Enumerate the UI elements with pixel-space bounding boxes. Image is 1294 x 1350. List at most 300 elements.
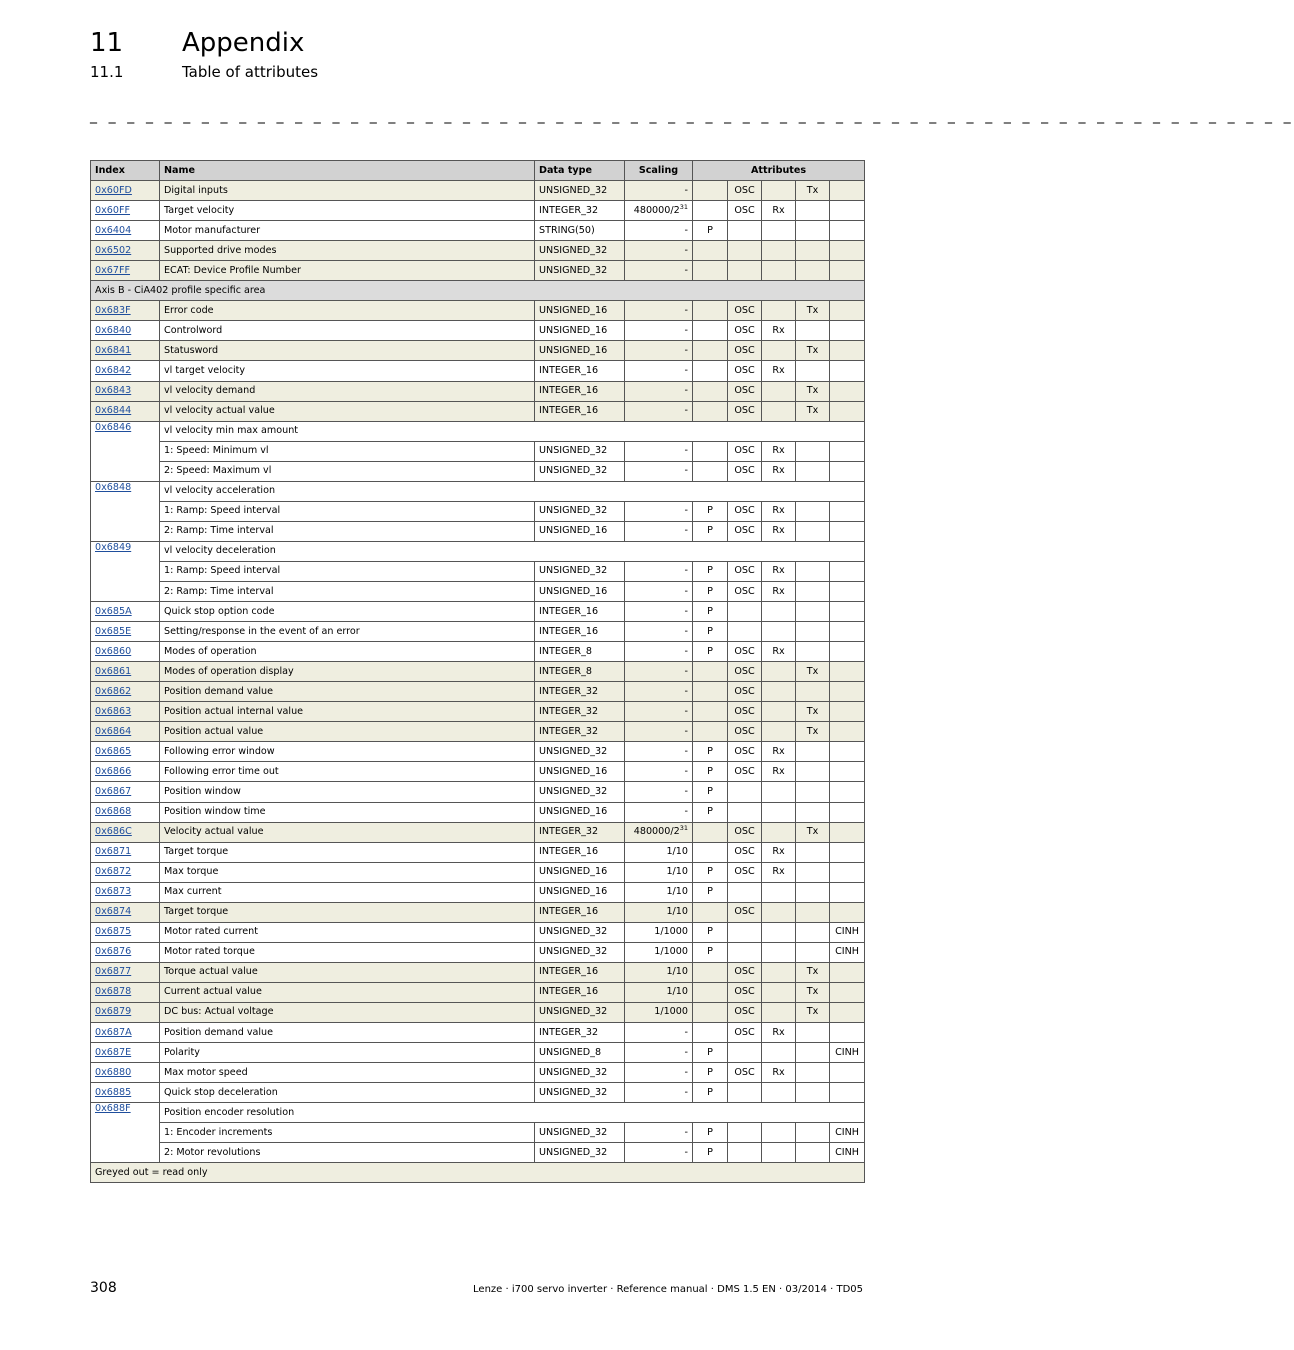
scaling-value: - (684, 385, 688, 397)
data-type-cell: UNSIGNED_16 (535, 882, 625, 902)
index-link[interactable]: 0x6861 (91, 662, 160, 682)
attribute-cell (830, 622, 865, 642)
attribute-cell: Tx (796, 822, 830, 842)
index-link[interactable]: 0x6866 (91, 762, 160, 782)
index-link[interactable]: 0x6502 (91, 241, 160, 261)
table-body (91, 181, 865, 1163)
attribute-cell (693, 441, 728, 461)
attribute-cell (796, 321, 830, 341)
subindex-name-cell: 2: Ramp: Time interval (160, 521, 535, 541)
attribute-cell (762, 702, 796, 722)
data-type-cell: STRING(50) (535, 221, 625, 241)
table-row (91, 1023, 865, 1043)
index-link[interactable]: 0x6878 (91, 982, 160, 1002)
table-row (91, 622, 865, 642)
chapter-number: 11 (90, 28, 124, 58)
attribute-cell (693, 1023, 728, 1043)
attribute-cell (830, 822, 865, 842)
data-type-cell: UNSIGNED_32 (535, 922, 625, 942)
index-link[interactable]: 0x6876 (91, 942, 160, 962)
index-link[interactable]: 0x6849 (91, 541, 160, 601)
data-type-cell: INTEGER_32 (535, 722, 625, 742)
name-cell: Modes of operation (160, 642, 535, 662)
data-type-cell: UNSIGNED_32 (535, 1143, 625, 1163)
attribute-cell (830, 581, 865, 601)
attribute-cell (796, 842, 830, 862)
scaling-cell (625, 381, 693, 401)
attribute-cell (830, 561, 865, 581)
attribute-cell (830, 521, 865, 541)
index-link[interactable]: 0x687E (91, 1043, 160, 1063)
attribute-cell: OSC (728, 301, 762, 321)
scaling-cell (625, 1043, 693, 1063)
attribute-cell: Rx (762, 1023, 796, 1043)
attribute-cell (830, 762, 865, 782)
scaling-value: 1/1000 (654, 926, 688, 938)
attribute-cell (693, 822, 728, 842)
data-type-cell: UNSIGNED_8 (535, 1043, 625, 1063)
attribute-cell (796, 561, 830, 581)
attribute-cell: P (693, 1063, 728, 1083)
attribute-cell: P (693, 862, 728, 882)
name-cell: Polarity (160, 1043, 535, 1063)
scaling-value: - (684, 785, 688, 797)
attribute-cell: P (693, 762, 728, 782)
attribute-cell: OSC (728, 401, 762, 421)
name-cell: vl velocity demand (160, 381, 535, 401)
attribute-cell: Rx (762, 581, 796, 601)
scaling-cell (625, 662, 693, 682)
attribute-cell: OSC (728, 982, 762, 1002)
attribute-cell (693, 682, 728, 702)
attribute-cell (830, 982, 865, 1002)
attribute-cell (830, 1083, 865, 1103)
index-link[interactable]: 0x6842 (91, 361, 160, 381)
attribute-cell (762, 181, 796, 201)
attribute-cell: Rx (762, 762, 796, 782)
attribute-cell: P (693, 561, 728, 581)
index-link[interactable]: 0x6877 (91, 962, 160, 982)
table-row (91, 882, 865, 902)
name-cell: Position demand value (160, 682, 535, 702)
data-type-cell: UNSIGNED_16 (535, 581, 625, 601)
attribute-cell (728, 782, 762, 802)
data-type-cell: INTEGER_8 (535, 642, 625, 662)
index-link[interactable]: 0x6863 (91, 702, 160, 722)
attribute-cell (796, 581, 830, 601)
index-link[interactable]: 0x6841 (91, 341, 160, 361)
attribute-cell (796, 501, 830, 521)
name-cell: Motor rated current (160, 922, 535, 942)
subindex-row (91, 1143, 865, 1163)
attribute-cell: Rx (762, 501, 796, 521)
attribute-cell (830, 261, 865, 281)
scaling-value: 1/10 (666, 986, 688, 998)
index-link[interactable]: 0x686C (91, 822, 160, 842)
attribute-cell: OSC (728, 822, 762, 842)
name-cell: Velocity actual value (160, 822, 535, 842)
attribute-cell (830, 662, 865, 682)
scaling-cell (625, 902, 693, 922)
data-type-cell: UNSIGNED_16 (535, 802, 625, 822)
attribute-cell (796, 1063, 830, 1083)
group-name-cell: vl velocity acceleration (160, 481, 865, 501)
scaling-cell (625, 181, 693, 201)
scaling-value: - (684, 565, 688, 577)
attribute-cell (830, 602, 865, 622)
attribute-cell: OSC (728, 441, 762, 461)
scaling-value: - (684, 344, 688, 356)
attribute-cell: OSC (728, 561, 762, 581)
attribute-cell (728, 882, 762, 902)
table-row (91, 201, 865, 221)
attribute-cell: OSC (728, 1023, 762, 1043)
data-type-cell: INTEGER_16 (535, 982, 625, 1002)
attribute-cell (796, 361, 830, 381)
scaling-cell (625, 261, 693, 281)
index-link[interactable]: 0x6865 (91, 742, 160, 762)
index-link[interactable]: 0x6848 (91, 481, 160, 541)
attribute-cell (830, 882, 865, 902)
name-cell: Setting/response in the event of an error (160, 622, 535, 642)
index-link[interactable]: 0x6846 (91, 421, 160, 481)
scaling-value: - (684, 1066, 688, 1078)
index-link[interactable]: 0x6864 (91, 722, 160, 742)
index-link[interactable]: 0x685A (91, 602, 160, 622)
attribute-cell: P (693, 942, 728, 962)
scaling-cell (625, 501, 693, 521)
attribute-cell: OSC (728, 742, 762, 762)
attribute-cell: Tx (796, 662, 830, 682)
data-type-cell: UNSIGNED_16 (535, 321, 625, 341)
index-link[interactable]: 0x60FF (91, 201, 160, 221)
data-type-cell: INTEGER_16 (535, 842, 625, 862)
name-cell: Max current (160, 882, 535, 902)
attribute-cell: OSC (728, 862, 762, 882)
table-row (91, 662, 865, 682)
attribute-cell (830, 341, 865, 361)
subindex-row (91, 1123, 865, 1143)
scaling-value: - (684, 445, 688, 457)
attribute-cell (830, 682, 865, 702)
attribute-cell (796, 622, 830, 642)
name-cell: Max torque (160, 862, 535, 882)
attribute-cell (762, 822, 796, 842)
table-row (91, 862, 865, 882)
scaling-cell (625, 962, 693, 982)
scaling-value: - (684, 685, 688, 697)
table-row (91, 702, 865, 722)
table-row (91, 842, 865, 862)
data-type-cell: INTEGER_8 (535, 662, 625, 682)
attribute-cell (830, 321, 865, 341)
attribute-cell: P (693, 622, 728, 642)
table-row (91, 682, 865, 702)
scaling-value: - (684, 525, 688, 537)
scaling-cell (625, 762, 693, 782)
index-link[interactable]: 0x6862 (91, 682, 160, 702)
data-type-cell: INTEGER_16 (535, 622, 625, 642)
scaling-cell (625, 942, 693, 962)
scaling-value: 1/10 (666, 866, 688, 878)
index-link[interactable]: 0x683F (91, 301, 160, 321)
attribute-cell (830, 441, 865, 461)
subindex-name-cell: 1: Ramp: Speed interval (160, 561, 535, 581)
index-link[interactable]: 0x6404 (91, 221, 160, 241)
attribute-cell: Rx (762, 1063, 796, 1083)
scaling-value: 1/10 (666, 966, 688, 978)
attribute-cell (762, 381, 796, 401)
index-link[interactable]: 0x685E (91, 622, 160, 642)
index-link[interactable]: 0x6880 (91, 1063, 160, 1083)
attribute-cell: Tx (796, 381, 830, 401)
data-type-cell: UNSIGNED_32 (535, 1083, 625, 1103)
attribute-cell (762, 1123, 796, 1143)
attribute-cell (762, 922, 796, 942)
scaling-cell (625, 581, 693, 601)
attribute-cell (762, 1002, 796, 1022)
index-link[interactable]: 0x687A (91, 1023, 160, 1043)
scaling-exponent: 31 (679, 823, 688, 832)
table-row (91, 962, 865, 982)
attribute-cell (728, 1083, 762, 1103)
attribute-cell (762, 962, 796, 982)
attribute-cell: Tx (796, 181, 830, 201)
index-link[interactable]: 0x6844 (91, 401, 160, 421)
table-row (91, 602, 865, 622)
attribute-cell (796, 521, 830, 541)
section-number: 11.1 (90, 63, 124, 81)
index-link[interactable]: 0x6875 (91, 922, 160, 942)
data-type-cell: UNSIGNED_32 (535, 1002, 625, 1022)
column-header-index: Index (91, 161, 160, 181)
attribute-cell (762, 261, 796, 281)
name-cell: Current actual value (160, 982, 535, 1002)
scaling-value: - (684, 224, 688, 236)
scaling-value: - (684, 765, 688, 777)
index-link[interactable]: 0x6879 (91, 1002, 160, 1022)
attribute-cell: Tx (796, 401, 830, 421)
scaling-value: 1/1000 (654, 1006, 688, 1018)
scaling-cell (625, 1063, 693, 1083)
table-row (91, 1002, 865, 1022)
data-type-cell: INTEGER_32 (535, 822, 625, 842)
attribute-cell (762, 602, 796, 622)
table-footnote-row (91, 1163, 865, 1183)
index-link[interactable]: 0x60FD (91, 181, 160, 201)
table-row (91, 802, 865, 822)
index-link[interactable]: 0x6868 (91, 802, 160, 822)
attribute-cell: Rx (762, 742, 796, 762)
name-cell: Torque actual value (160, 962, 535, 982)
table-row (91, 241, 865, 261)
scaling-value: 1/10 (666, 886, 688, 898)
table-row (91, 942, 865, 962)
scaling-value: - (684, 465, 688, 477)
data-type-cell: INTEGER_16 (535, 902, 625, 922)
scaling-cell (625, 1002, 693, 1022)
name-cell: Error code (160, 301, 535, 321)
attribute-cell (830, 401, 865, 421)
scaling-cell (625, 1143, 693, 1163)
attribute-cell (830, 181, 865, 201)
data-type-cell: UNSIGNED_32 (535, 1123, 625, 1143)
attribute-cell: Rx (762, 842, 796, 862)
column-header-scaling: Scaling (625, 161, 693, 181)
attribute-cell (762, 221, 796, 241)
attribute-cell (830, 241, 865, 261)
attribute-cell: OSC (728, 762, 762, 782)
attribute-cell (830, 361, 865, 381)
attribute-cell (693, 702, 728, 722)
table-footnote: Greyed out = read only (91, 1163, 865, 1183)
attribute-cell: OSC (728, 461, 762, 481)
data-type-cell: UNSIGNED_32 (535, 261, 625, 281)
name-cell: Position actual internal value (160, 702, 535, 722)
attribute-cell: P (693, 922, 728, 942)
table-row (91, 301, 865, 321)
index-link[interactable]: 0x6860 (91, 642, 160, 662)
data-type-cell: UNSIGNED_32 (535, 1063, 625, 1083)
table-row (91, 642, 865, 662)
data-type-cell: UNSIGNED_32 (535, 782, 625, 802)
subindex-name-cell: 1: Ramp: Speed interval (160, 501, 535, 521)
group-name-cell: vl velocity deceleration (160, 541, 865, 561)
data-type-cell: UNSIGNED_32 (535, 241, 625, 261)
attribute-cell: P (693, 782, 728, 802)
attribute-cell (796, 1143, 830, 1163)
attribute-cell: P (693, 642, 728, 662)
attribute-cell (693, 842, 728, 862)
attribute-cell (796, 441, 830, 461)
scaling-value: - (684, 725, 688, 737)
data-type-cell: INTEGER_16 (535, 962, 625, 982)
scaling-cell (625, 742, 693, 762)
attribute-cell: CINH (830, 1143, 865, 1163)
table-header-row (91, 161, 865, 181)
attribute-cell: P (693, 521, 728, 541)
name-cell: vl target velocity (160, 361, 535, 381)
attribute-cell (796, 241, 830, 261)
attribute-cell: Rx (762, 321, 796, 341)
index-link[interactable]: 0x6867 (91, 782, 160, 802)
attribute-cell: P (693, 1143, 728, 1163)
data-type-cell: UNSIGNED_32 (535, 441, 625, 461)
table-row (91, 922, 865, 942)
attribute-cell: OSC (728, 702, 762, 722)
attribute-cell (796, 902, 830, 922)
subindex-row (91, 561, 865, 581)
index-link[interactable]: 0x67FF (91, 261, 160, 281)
scaling-cell (625, 361, 693, 381)
attribute-cell: OSC (728, 842, 762, 862)
attribute-cell (796, 742, 830, 762)
scaling-cell (625, 1023, 693, 1043)
attribute-cell (693, 201, 728, 221)
attribute-cell (728, 802, 762, 822)
attribute-cell: P (693, 1123, 728, 1143)
index-link[interactable]: 0x6871 (91, 842, 160, 862)
attribute-cell (796, 682, 830, 702)
attribute-cell (728, 1123, 762, 1143)
index-link[interactable]: 0x6885 (91, 1083, 160, 1103)
scaling-cell (625, 461, 693, 481)
attribute-cell (796, 1123, 830, 1143)
scaling-value: - (684, 405, 688, 417)
attribute-cell (762, 942, 796, 962)
index-link[interactable]: 0x6874 (91, 902, 160, 922)
attribute-cell (693, 982, 728, 1002)
scaling-cell (625, 241, 693, 261)
scaling-value: - (684, 364, 688, 376)
attribute-cell (693, 662, 728, 682)
name-cell: Supported drive modes (160, 241, 535, 261)
index-link[interactable]: 0x6872 (91, 862, 160, 882)
data-type-cell: UNSIGNED_32 (535, 181, 625, 201)
index-link[interactable]: 0x6843 (91, 381, 160, 401)
attribute-cell (830, 802, 865, 822)
name-cell: DC bus: Actual voltage (160, 1002, 535, 1022)
name-cell: Target torque (160, 842, 535, 862)
table-row (91, 401, 865, 421)
attribute-cell (762, 341, 796, 361)
index-link[interactable]: 0x688F (91, 1103, 160, 1163)
data-type-cell: INTEGER_16 (535, 602, 625, 622)
attribute-cell (830, 782, 865, 802)
scaling-value: - (684, 1026, 688, 1038)
scaling-cell (625, 622, 693, 642)
attribute-cell (728, 221, 762, 241)
index-link[interactable]: 0x6840 (91, 321, 160, 341)
scaling-value: - (684, 665, 688, 677)
data-type-cell: INTEGER_32 (535, 1023, 625, 1043)
attribute-cell (830, 702, 865, 722)
scaling-cell (625, 341, 693, 361)
scaling-value: 480000/2 (633, 826, 680, 838)
attribute-cell (830, 221, 865, 241)
attribute-cell (830, 1023, 865, 1043)
attribute-cell: Rx (762, 642, 796, 662)
data-type-cell: UNSIGNED_16 (535, 762, 625, 782)
index-link[interactable]: 0x6873 (91, 882, 160, 902)
data-type-cell: UNSIGNED_32 (535, 461, 625, 481)
attribute-cell: CINH (830, 942, 865, 962)
attribute-cell (830, 902, 865, 922)
attribute-cell: P (693, 1043, 728, 1063)
scaling-value: 1/10 (666, 846, 688, 858)
attribute-cell (693, 381, 728, 401)
attribute-cell (693, 902, 728, 922)
scaling-value: - (684, 1126, 688, 1138)
attribute-cell: Tx (796, 962, 830, 982)
name-cell: Target torque (160, 902, 535, 922)
attribute-cell: Tx (796, 702, 830, 722)
attribute-cell: OSC (728, 1002, 762, 1022)
group-row (91, 481, 865, 501)
attribute-cell: Rx (762, 521, 796, 541)
attribute-cell (830, 962, 865, 982)
scaling-value: 1/1000 (654, 946, 688, 958)
attribute-cell (796, 602, 830, 622)
attribute-cell: Tx (796, 1002, 830, 1022)
attribute-cell (830, 461, 865, 481)
column-header-attributes: Attributes (693, 161, 865, 181)
attribute-cell: P (693, 1083, 728, 1103)
attribute-cell (830, 501, 865, 521)
attribute-cell (796, 461, 830, 481)
scaling-cell (625, 882, 693, 902)
group-name-cell: vl velocity min max amount (160, 421, 865, 441)
